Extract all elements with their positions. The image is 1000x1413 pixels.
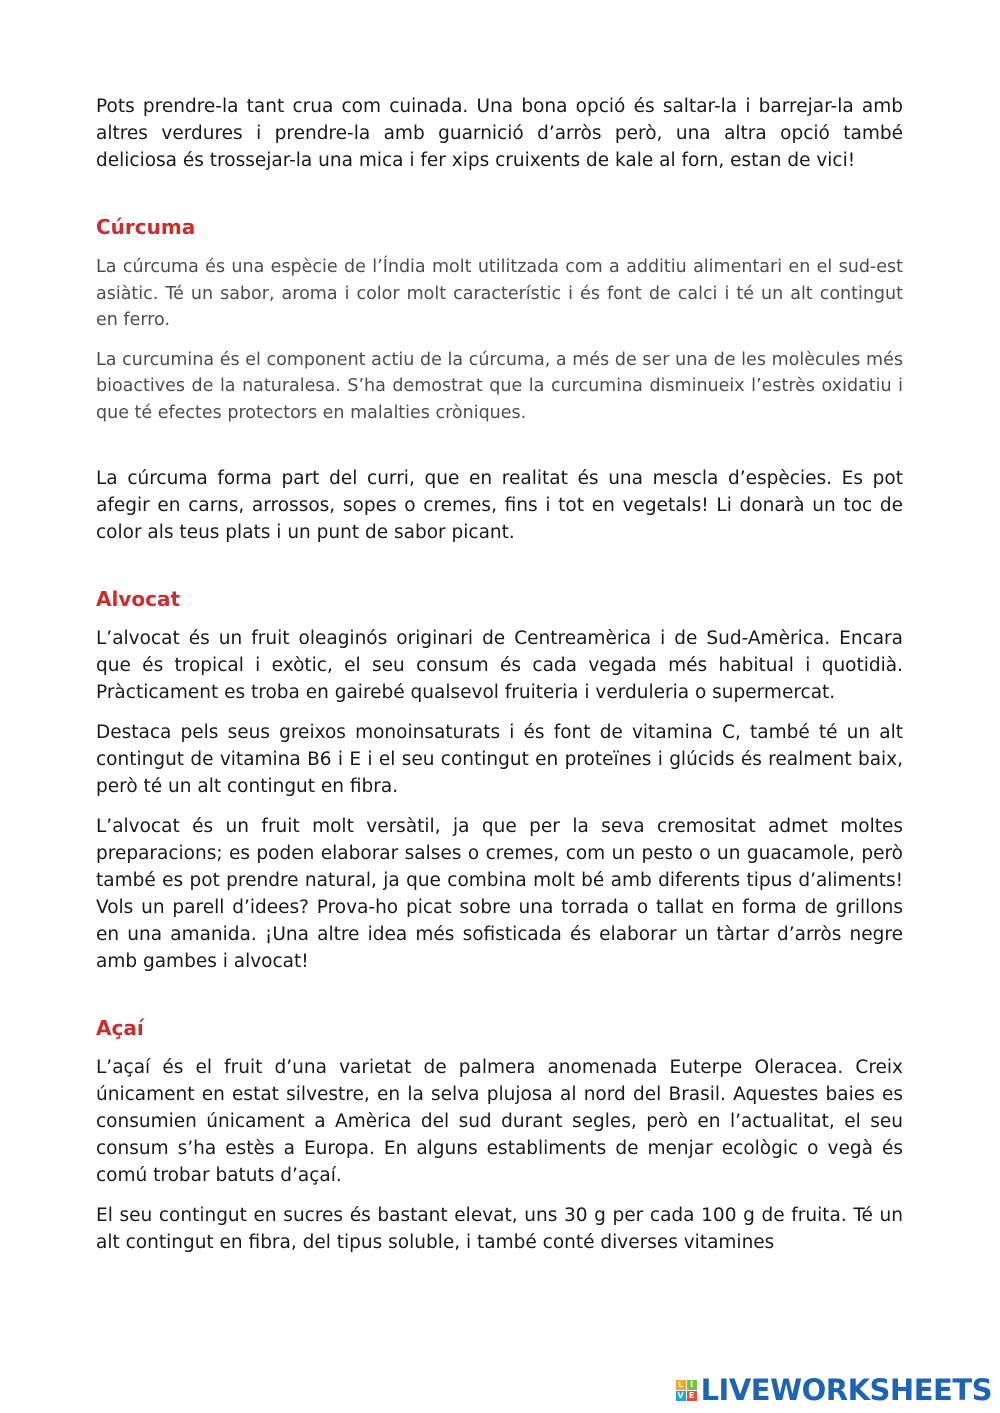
liveworksheets-logo[interactable] [676, 1373, 992, 1407]
logo-letter-l: L [676, 1380, 686, 1390]
intro-paragraph: Pots prendre-la tant crua com cuinada. Una bona opció és saltar-la i barrejar-la amb altres verdures i prendre-la amb guarnició d’arròs però, una altra opció també deliciosa és trossejar-la una mica i fer xips cruixents de kale al forn, estan de vici! [96, 96, 903, 171]
alvocat-heading: Alvocat [96, 587, 181, 611]
document-page [96, 93, 903, 1256]
alvocat-paragraph-1: L’alvocat és un fruit oleaginós originari de Centreamèrica i de Sud-Amèrica. Encara que és tropical i exòtic, el seu consum és cada vegada més habitual i quotidià. Pràcticament es troba en gairebé qualsevol fruiteria i verduleria o supermercat. [96, 628, 903, 703]
logo-letter-e: E [687, 1391, 697, 1401]
logo-icon [676, 1380, 697, 1401]
logo-letter-v: V [677, 1390, 684, 1400]
acai-paragraph-1: L’açaí és el fruit d’una varietat de palmera anomenada Euterpe Oleracea. Creix únicament en estat silvestre, en la selva plujosa al nord del Brasil. Aquestes baies es consumien únicament a Amèrica del sud durant segles, però en l’actualitat, el seu consum s’ha estès a Europa. En alguns establiments de menjar ecològic o vegà és comú trobar batuts d’açaí. [96, 1057, 903, 1186]
curcuma-paragraph-2: La curcumina és el component actiu de la cúrcuma, a més de ser una de les molècules més bioactives de la naturalesa. S’ha demostrat que la curcumina disminueix l’estrès oxidatiu i que té efectes protectors en malalties cròniques. [96, 349, 903, 423]
logo-letter-i: I [687, 1380, 697, 1390]
acai-heading: Açaí [96, 1016, 144, 1040]
logo-text: LIVEWORKSHEETS [700, 1373, 992, 1407]
curcuma-paragraph-1: La cúrcuma és una espècie de l’Índia molt utilitzada com a additiu alimentari en el sud-est asiàtic. Té un sabor, aroma i color molt característic i és font de calci i té un alt contingut en ferro. [96, 257, 903, 330]
curcuma-heading: Cúrcuma [96, 215, 196, 239]
curcuma-paragraph-3: La cúrcuma forma part del curri, que en realitat és una mescla d’espècies. Es pot afegir en carns, arrossos, sopes o cremes, fins i tot en vegetals! Li donarà un toc de color als teus plats i un punt de sabor picant. [96, 468, 903, 543]
alvocat-paragraph-3: L’alvocat és un fruit molt versàtil, ja que per la seva cremositat admet moltes preparacions; es poden elaborar salses o cremes, com un pesto o un guacamole, però també es pot prendre natural, ja que combina molt bé amb diferents tipus d’aliments! Vols un parell d’idees? Prova-ho picat sobre una torrada o tallat en forma de grillons en una amanida. ¡Una altre idea més sofisticada és elaborar un tàrtar d’arròs negre amb gambes i alvocat! [96, 816, 903, 972]
alvocat-paragraph-2: Destaca pels seus greixos monoinsaturats i és font de vitamina C, també té un alt contingut de vitamina B6 i E i el seu contingut en proteïnes i glúcids és realment baix, però té un alt contingut en fibra. [96, 722, 903, 797]
acai-paragraph-2: El seu contingut en sucres és bastant elevat, uns 30 g per cada 100 g de fruita. Té un alt contingut en fibra, del tipus soluble, i també conté diverses vitamines [96, 1205, 903, 1253]
